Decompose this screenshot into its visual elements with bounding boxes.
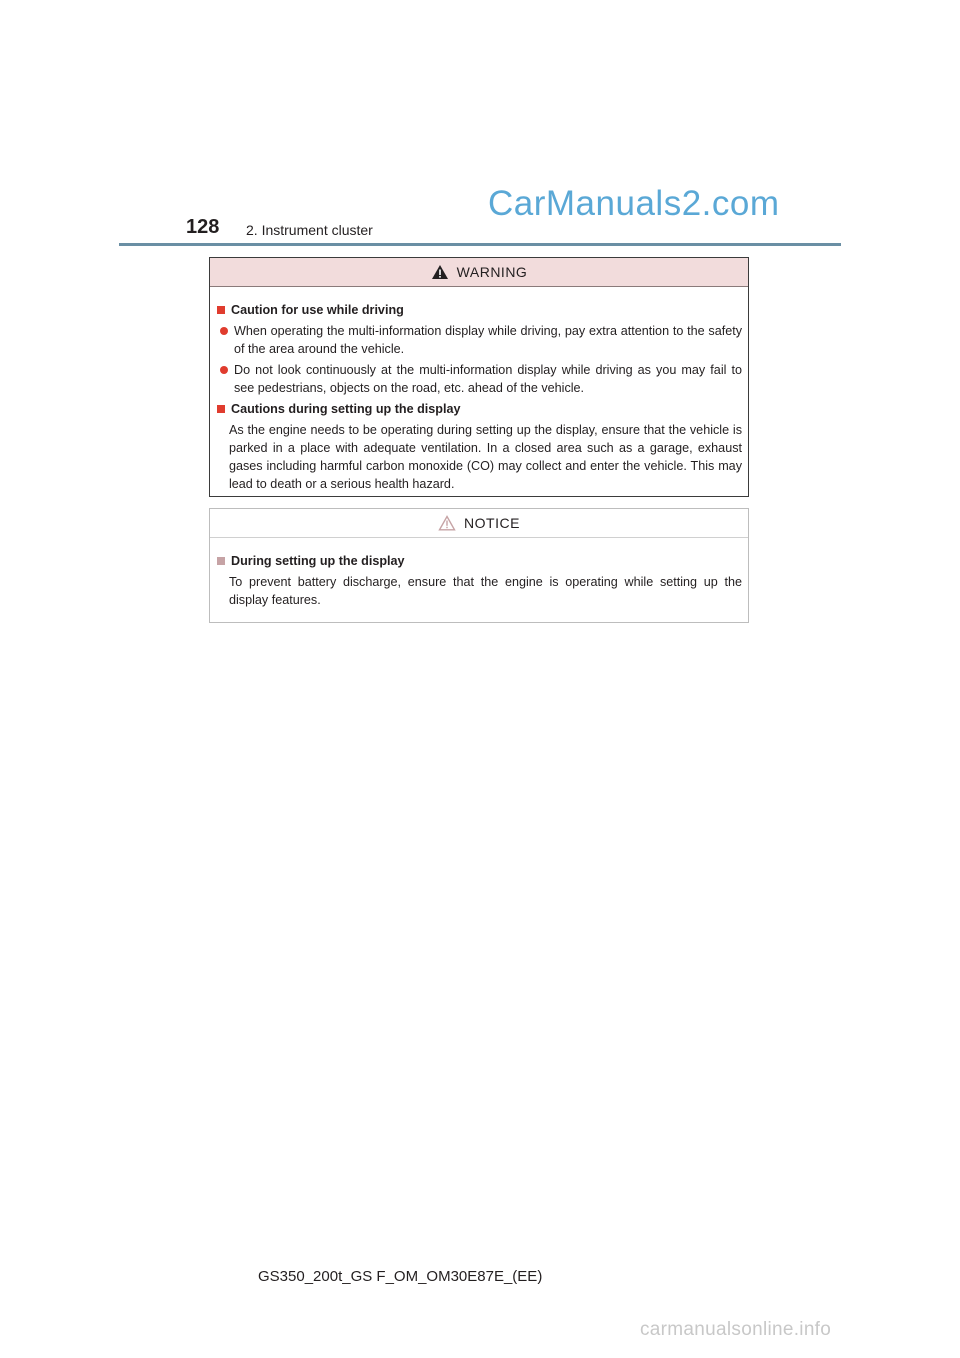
heading-text: Cautions during setting up the display — [231, 402, 461, 416]
warning-title: WARNING — [456, 264, 528, 280]
square-bullet-icon — [217, 557, 225, 565]
notice-title: NOTICE — [464, 515, 520, 531]
round-bullet-icon — [220, 366, 228, 374]
watermark-carmanualsonline: carmanualsonline.info — [640, 1319, 832, 1340]
notice-box — [209, 508, 749, 623]
warning-item-heading — [217, 400, 742, 418]
watermark-carmanuals2: CarManuals2.com — [488, 184, 780, 223]
round-bullet-icon — [220, 327, 228, 335]
warning-box — [209, 257, 749, 497]
warning-item-heading — [217, 301, 742, 319]
warning-triangle-icon — [431, 264, 449, 280]
bullet-item — [220, 361, 742, 397]
notice-triangle-icon — [438, 515, 456, 531]
warning-header — [210, 258, 748, 287]
page-number: 128 — [186, 216, 220, 238]
model-code: GS350_200t_GS F_OM_OM30E87E_(EE) — [258, 1268, 543, 1285]
bullet-item — [220, 322, 742, 358]
notice-body — [210, 538, 748, 609]
warning-body — [210, 287, 748, 493]
heading-text: During setting up the display — [231, 554, 405, 568]
section-title: 2. Instrument cluster — [246, 222, 373, 238]
notice-header — [210, 509, 748, 538]
notice-paragraph: To prevent battery discharge, ensure that the engine is operating while setting up the display features. — [229, 575, 742, 607]
bullet-text: When operating the multi-information display while driving, pay extra attention to the safety of the area around the vehicle. — [234, 324, 742, 356]
square-bullet-icon — [217, 405, 225, 413]
square-bullet-icon — [217, 306, 225, 314]
notice-item-heading — [217, 552, 742, 570]
bullet-text: Do not look continuously at the multi-information display while driving as you may fail to see pedestrians, objects on the road, etc. ahead of the vehicle. — [234, 363, 742, 395]
header-rule — [119, 243, 841, 246]
heading-text: Caution for use while driving — [231, 303, 404, 317]
warning-paragraph: As the engine needs to be operating during setting up the display, ensure that the vehicle is parked in a place with adequate ventilation. In a closed area such as a garage, exhaust gases including harmful carbon monoxide (CO) may collect and enter the vehicle. This may lead to death or a serious health hazard. — [229, 423, 742, 491]
